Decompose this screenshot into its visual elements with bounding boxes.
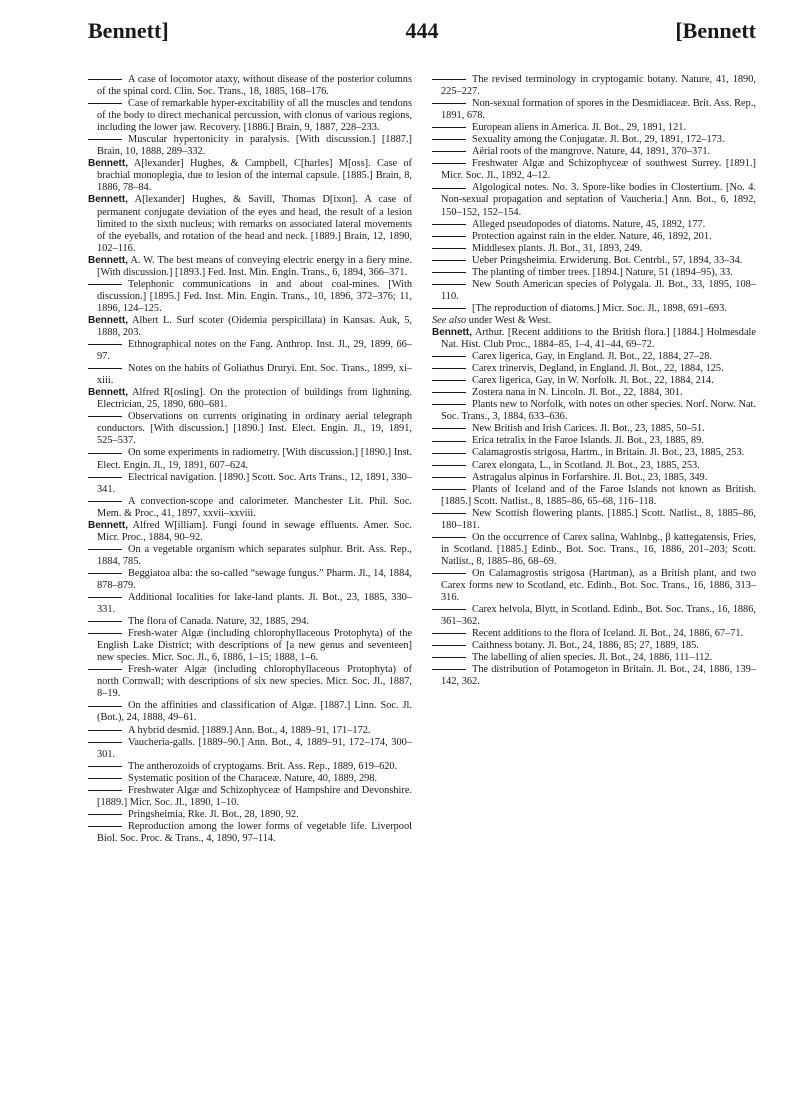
entry-text: The planting of timber trees. [1894.] Nature, 51 (1894–95), 33. xyxy=(472,266,733,278)
entry-text: Arthur. [Recent additions to the British flora.] [1884.] Holmesdale Nat. Hist. Club Proc., 1884–85, 1–4, 41–44, 69–72. xyxy=(441,326,757,351)
entry-text: Alleged pseudopodes of diatoms. Nature, 45, 1892, 177. xyxy=(472,218,706,230)
entry-text: A case of locomotor ataxy, without disease of the posterior columns of the spinal cord. Clin. Soc. Trans., 18, 1885, 168–176. xyxy=(97,74,412,98)
ditto-rule xyxy=(88,814,122,815)
bibliography-entry xyxy=(432,219,756,231)
ditto-rule xyxy=(88,669,122,670)
running-head-left: Bennett] xyxy=(88,18,169,43)
entry-text: Muscular hypertonicity in paralysis. [With discussion.] [1887.] Brain, 10, 1888, 289–332. xyxy=(97,134,412,158)
bibliography-entry xyxy=(88,496,412,520)
bibliography-entry xyxy=(88,628,412,664)
ditto-rule xyxy=(88,284,122,285)
bibliography-entry xyxy=(432,472,756,484)
entry-text: Plants of Iceland and of the Faroe Islands not known as British. [1885.] Scott. Natlist., 8, 1885–86, 65–68, 116–118. xyxy=(441,483,756,507)
entry-text: Fresh-water Algæ (including chlorophyllaceous Protophyta) of the English Lake District; with descriptions of [a new genus and seventeen] new species. Micr. Soc. Jl., 6, 1886, 1–15; 1888, 1–6. xyxy=(97,628,412,664)
entry-text: New Scottish flowering plants. [1885.] Scott. Natlist., 8, 1885–86, 180–181. xyxy=(441,507,756,531)
entry-text: On a vegetable organism which separates sulphur. Brit. Ass. Rep., 1884, 785. xyxy=(97,543,412,567)
ditto-rule xyxy=(432,404,466,405)
entry-text: Case of remarkable hyper-excitability of all the muscles and tendons of the body to direct mechanical percussion, with clonus of various regions, including the lower jaw. Recovery. [1886.] Brain, 9, 1887, 228–233. xyxy=(97,98,412,134)
bibliography-entry xyxy=(88,411,412,447)
author-surname: Bennett, xyxy=(432,326,472,338)
bibliography-entry xyxy=(432,435,756,447)
bibliography-entry xyxy=(432,134,756,146)
ditto-rule xyxy=(432,188,466,189)
ditto-rule xyxy=(88,368,122,369)
ditto-rule xyxy=(88,706,122,707)
ditto-rule xyxy=(88,621,122,622)
entry-text: On some experiments in radiometry. [With discussion.] [1890.] Inst. Elect. Engin. Jl., 19, 1891, 607–624. xyxy=(97,447,412,471)
entry-text: Recent additions to the flora of Iceland. Jl. Bot., 24, 1886, 67–71. xyxy=(472,628,744,640)
entry-text: New South American species of Polygala. Jl. Bot., 33, 1895, 108–110. xyxy=(441,278,756,302)
ditto-rule xyxy=(432,428,466,429)
ditto-rule xyxy=(88,416,122,417)
ditto-rule xyxy=(432,284,466,285)
ditto-rule xyxy=(88,633,122,634)
bibliography-entry xyxy=(88,700,412,724)
bibliography-entry xyxy=(88,472,412,496)
ditto-rule xyxy=(432,224,466,225)
ditto-rule xyxy=(88,742,122,743)
bibliography-entry xyxy=(88,616,412,628)
author-surname: Bennett, xyxy=(88,158,128,170)
ditto-rule xyxy=(432,139,466,140)
ditto-rule xyxy=(432,453,466,454)
bibliography-entry xyxy=(432,255,756,267)
ditto-rule xyxy=(432,248,466,249)
page-body xyxy=(88,74,756,1109)
ditto-rule xyxy=(432,380,466,381)
entry-text: Telephonic communications in and about coal-mines. [With discussion.] [1895.] Fed. Inst. Min. Engin. Trans., 10, 1896, 372–376; 11, 1896, 124–125. xyxy=(97,278,412,314)
bibliography-entry xyxy=(88,785,412,809)
entry-text: Algological notes. No. 3. Spore-like bodies in Clostertium. [No. 4. Non-sexual propagation and septation of Vaucheria.] Ann. Bot., 6, 1892, 150–152, 152–154. xyxy=(441,182,756,218)
entry-text: Carex elongata, L., in Scotland. Jl. Bot., 23, 1885, 253. xyxy=(472,459,700,471)
entry-text: On Calamagrostis strigosa (Hartman), as a British plant, and two Carex forms new to Scotland, etc. Edinb., Bot. Soc. Trans., 16, 1886, 313–316. xyxy=(441,567,756,604)
ditto-rule xyxy=(88,139,122,140)
ditto-rule xyxy=(88,549,122,550)
bibliography-entry xyxy=(432,303,756,315)
bibliography-entry xyxy=(88,592,412,616)
bibliography-entry xyxy=(432,387,756,399)
ditto-rule xyxy=(432,669,466,670)
bibliography-entry xyxy=(88,279,412,315)
bibliography-entry xyxy=(432,640,756,652)
entry-text: The revised terminology in cryptogamic botany. Nature, 41, 1890, 225–227. xyxy=(441,74,756,98)
bibliography-entry xyxy=(88,194,412,254)
ditto-rule xyxy=(88,344,122,345)
ditto-rule xyxy=(432,573,466,574)
ditto-rule xyxy=(432,127,466,128)
see-also-label: See also xyxy=(432,314,467,326)
ditto-rule xyxy=(432,163,466,164)
page-number: 444 xyxy=(405,18,439,43)
entry-text: The flora of Canada. Nature, 32, 1885, 294. xyxy=(128,616,309,628)
entry-text: Vaucheria-galls. [1889–90.] Ann. Bot., 4, 1889–91, 172–174, 300–301. xyxy=(97,736,412,760)
entry-text: Plants new to Norfolk, with notes on other species. Norf. Norw. Nat. Soc. Trans., 3, 1884, 633–636. xyxy=(441,399,756,423)
entry-text: Notes on the habits of Goliathus Druryi. Ent. Soc. Trans., 1899, xi–xiii. xyxy=(97,363,412,387)
bibliography-entry xyxy=(88,98,412,134)
ditto-rule xyxy=(432,465,466,466)
bibliography-entry xyxy=(88,568,412,592)
ditto-rule xyxy=(88,597,122,598)
bibliography-entry xyxy=(88,387,412,411)
entry-text: Calamagrostis strigosa, Hartm., in Britain. Jl. Bot., 23, 1885, 253. xyxy=(472,447,745,459)
author-surname: Bennett, xyxy=(88,194,128,206)
bibliography-entry xyxy=(88,664,412,700)
bibliography-entry xyxy=(88,544,412,568)
bibliography-entry xyxy=(432,508,756,532)
ditto-rule xyxy=(88,573,122,574)
ditto-rule xyxy=(88,790,122,791)
ditto-rule xyxy=(88,103,122,104)
ditto-rule xyxy=(432,392,466,393)
bibliography-entry xyxy=(432,375,756,387)
ditto-rule xyxy=(432,657,466,658)
bibliography-entry xyxy=(432,327,756,351)
running-head-right: [Bennett xyxy=(675,18,756,43)
entry-text: [The reproduction of diatoms.] Micr. Soc. Jl., 1898, 691–693. xyxy=(472,302,727,314)
author-surname: Bennett, xyxy=(88,314,128,326)
bibliography-entry xyxy=(432,231,756,243)
bibliography-entry xyxy=(88,520,412,544)
author-surname: Bennett, xyxy=(88,254,128,266)
author-surname: Bennett, xyxy=(88,387,128,399)
entry-text: On the occurrence of Carex salina, Wahlnbg., β kattegatensis, Fries, in Scotland. [1885.] Edinb., Bot. Soc. Trans., 16, 1886, 201–203; Scott. Natlist., 8, 1885–86, 68–69. xyxy=(441,531,756,567)
entry-text: Pringsheimia, Rke. Jl. Bot., 28, 1890, 92. xyxy=(128,808,299,820)
bibliography-entry xyxy=(432,267,756,279)
bibliography-entry xyxy=(432,158,756,182)
bibliography-entry xyxy=(432,351,756,363)
ditto-rule xyxy=(432,477,466,478)
entry-text: Ethnographical notes on the Fang. Anthrop. Inst. Jl., 29, 1899, 66–97. xyxy=(97,339,412,363)
bibliography-entry xyxy=(432,423,756,435)
entry-text: Erica tetralix in the Faroe Islands. Jl. Bot., 23, 1885, 89. xyxy=(472,435,704,447)
entry-text: A hybrid desmid. [1889.] Ann. Bot., 4, 1889–91, 171–172. xyxy=(128,724,371,736)
entry-text: Ueber Pringsheimia. Erwiderung. Bot. Centrbl., 57, 1894, 33–34. xyxy=(472,254,743,266)
ditto-rule xyxy=(432,236,466,237)
entry-text: Sexuality among the Conjugatæ. Jl. Bot., 29, 1891, 172–173. xyxy=(472,134,725,146)
bibliography-entry xyxy=(88,339,412,363)
ditto-rule xyxy=(88,778,122,779)
entry-text: Freshwater Algæ and Schizophyceæ of southwest Surrey. [1891.] Micr. Soc. Jl., 1892, 4–12. xyxy=(441,158,756,182)
ditto-rule xyxy=(88,766,122,767)
entry-text: A[lexander] Hughes, & Campbell, C[harles] M[oss]. Case of brachial monoplegia, due to lesion of the internal capsule. [1885.] Brain, 8, 1886, 78–84. xyxy=(97,158,413,194)
bibliography-entry xyxy=(432,447,756,459)
entry-text: Alfred W[illiam]. Fungi found in sewage effluents. Amer. Soc. Micr. Proc., 1884, 90–92. xyxy=(97,519,413,543)
ditto-rule xyxy=(88,501,122,502)
entry-text: Reproduction among the lower forms of vegetable life. Liverpool Biol. Soc. Proc. & Trans., 4, 1890, 97–114. xyxy=(97,820,412,844)
entry-text: Middlesex plants. Jl. Bot., 31, 1893, 249. xyxy=(472,242,643,254)
entry-text: Albert L. Surf scoter (Oidemia perspicillata) in Kansas. Auk, 5, 1888, 203. xyxy=(97,314,413,338)
see-also-note xyxy=(432,315,756,327)
left-column xyxy=(88,74,412,1109)
entry-text: The labelling of alien species. Jl. Bot., 24, 1886, 111–112. xyxy=(472,652,713,664)
entry-text: Systematic position of the Characeæ. Nature, 40, 1889, 298. xyxy=(128,772,378,784)
ditto-rule xyxy=(432,151,466,152)
entry-text: A[lexander] Hughes, & Savill, Thomas D[ixon]. A case of permanent conjugate deviation of the eyes and head, the result of a lesion limited to the sixth nucleus; with remarks on associated lateral movements of the eyeballs, and rotation of the head and neck. [1889.] Brain, 12, 1890, 102–116. xyxy=(97,194,413,254)
ditto-rule xyxy=(432,513,466,514)
ditto-rule xyxy=(432,79,466,80)
entry-text: A convection-scope and calorimeter. Manchester Lit. Phil. Soc. Mem. & Proc., 41, 1897, xxvii–xxviii. xyxy=(97,495,412,519)
page-header xyxy=(88,18,756,50)
bibliography-entry xyxy=(432,604,756,628)
ditto-rule xyxy=(88,477,122,478)
entry-text: Carex ligerica, Gay, in W. Norfolk. Jl. Bot., 22, 1884, 214. xyxy=(472,375,714,387)
bibliography-entry xyxy=(88,255,412,279)
ditto-rule xyxy=(432,537,466,538)
entry-text: Carex trinervis, Degland, in England. Jl. Bot., 22, 1884, 125. xyxy=(472,363,724,375)
bibliography-entry xyxy=(88,725,412,737)
ditto-rule xyxy=(432,356,466,357)
entry-text: Electrical navigation. [1890.] Scott. Soc. Arts Trans., 12, 1891, 330–341. xyxy=(97,471,412,495)
bibliography-entry xyxy=(432,568,756,604)
ditto-rule xyxy=(88,453,122,454)
ditto-rule xyxy=(88,79,122,80)
bibliography-entry xyxy=(88,158,412,194)
bibliography-entry xyxy=(88,315,412,339)
ditto-rule xyxy=(432,368,466,369)
bibliography-entry xyxy=(88,74,412,98)
entry-text: New British and Irish Carices. Jl. Bot., 23, 1885, 50–51. xyxy=(472,423,705,435)
entry-text: Freshwater Algæ and Schizophyceæ of Hampshire and Devonshire. [1889.] Micr. Soc. Jl., 1890, 1–10. xyxy=(97,784,412,808)
entry-text: The antherozoids of cryptogams. Brit. Ass. Rep., 1889, 619–620. xyxy=(128,760,398,772)
bibliography-entry xyxy=(432,399,756,423)
bibliography-entry xyxy=(88,363,412,387)
bibliography-entry xyxy=(432,460,756,472)
bibliography-entry xyxy=(432,363,756,375)
entry-text: Protection against rain in the elder. Nature, 46, 1892, 201. xyxy=(472,230,712,242)
entry-text: Aërial roots of the mangrove. Nature, 44, 1891, 370–371. xyxy=(472,146,711,158)
ditto-rule xyxy=(432,103,466,104)
bibliography-entry xyxy=(88,761,412,773)
ditto-rule xyxy=(88,826,122,827)
bibliography-entry xyxy=(432,484,756,508)
entry-text: Observations on currents originating in ordinary aerial telegraph conductors. [With discussion.] [1890.] Inst. Elect. Engin. Jl., 19, 1891, 525–537. xyxy=(97,411,412,447)
entry-text: Astragalus alpinus in Forfarshire. Jl. Bot., 23, 1885, 349. xyxy=(472,471,708,483)
bibliography-entry xyxy=(432,652,756,664)
ditto-rule xyxy=(432,645,466,646)
entry-text: Alfred R[osling]. On the protection of buildings from lightning. Electrician, 25, 1890, 680–681. xyxy=(97,387,412,411)
bibliography-entry xyxy=(88,809,412,821)
entry-text: Beggiatoa alba: the so-called “sewage fungus.” Pharm. Jl., 14, 1884, 878–879. xyxy=(97,567,412,591)
ditto-rule xyxy=(432,308,466,309)
entry-text: A. W. The best means of conveying electric energy in a fiery mine. [With discussion.] [1893.] Fed. Inst. Min. Engin. Trans., 6, 1894, 366–371. xyxy=(97,254,412,278)
entry-text: Carex helvola, Blytt, in Scotland. Edinb., Bot. Soc. Trans., 16, 1886, 361–362. xyxy=(441,604,756,628)
bibliography-entry xyxy=(88,447,412,471)
entry-text: On the affinities and classification of Algæ. [1887.] Linn. Soc. Jl. (Bot.), 24, 1888, 49–61. xyxy=(97,700,412,724)
ditto-rule xyxy=(432,609,466,610)
bibliography-entry xyxy=(432,74,756,98)
entry-text: Caithness botany. Jl. Bot., 24, 1886, 85; 27, 1889, 185. xyxy=(472,640,699,652)
bibliography-entry xyxy=(432,182,756,218)
bibliography-entry xyxy=(432,122,756,134)
entry-text: European aliens in America. Jl. Bot., 29, 1891, 121. xyxy=(472,122,687,134)
ditto-rule xyxy=(432,272,466,273)
entry-text: Additional localities for lake-land plants. Jl. Bot., 23, 1885, 330–331. xyxy=(97,592,412,616)
entry-text: Carex ligerica, Gay, in England. Jl. Bot., 22, 1884, 27–28. xyxy=(472,351,713,363)
ditto-rule xyxy=(432,633,466,634)
entry-text: Non-sexual formation of spores in the Desmidiaceæ. Brit. Ass. Rep., 1891, 678. xyxy=(441,98,756,122)
entry-text: Fresh-water Algæ (including chlorophyllaceous Protophyta) of north Cornwall; with descriptions of six new species. Micr. Soc. Jl., 1887, 8–19. xyxy=(97,664,412,700)
bibliography-entry xyxy=(88,821,412,845)
bibliography-entry xyxy=(432,628,756,640)
ditto-rule xyxy=(432,489,466,490)
entry-text: The distribution of Potamogeton in Britain. Jl. Bot., 24, 1886, 139–142, 362. xyxy=(441,664,756,688)
bibliography-entry xyxy=(88,737,412,761)
author-surname: Bennett, xyxy=(88,519,128,531)
entry-text: under West & West. xyxy=(468,314,552,326)
bibliography-entry xyxy=(432,243,756,255)
bibliography-entry xyxy=(432,664,756,688)
ditto-rule xyxy=(88,730,122,731)
bibliography-entry xyxy=(88,134,412,158)
bibliography-entry xyxy=(88,773,412,785)
bibliography-entry xyxy=(432,532,756,568)
ditto-rule xyxy=(432,441,466,442)
entry-text: Zostera nana in N. Lincoln. Jl. Bot., 22, 1884, 301. xyxy=(472,387,683,399)
right-column xyxy=(432,74,756,1109)
bibliography-entry xyxy=(432,98,756,122)
bibliography-entry xyxy=(432,146,756,158)
bibliography-entry xyxy=(432,279,756,303)
ditto-rule xyxy=(432,260,466,261)
